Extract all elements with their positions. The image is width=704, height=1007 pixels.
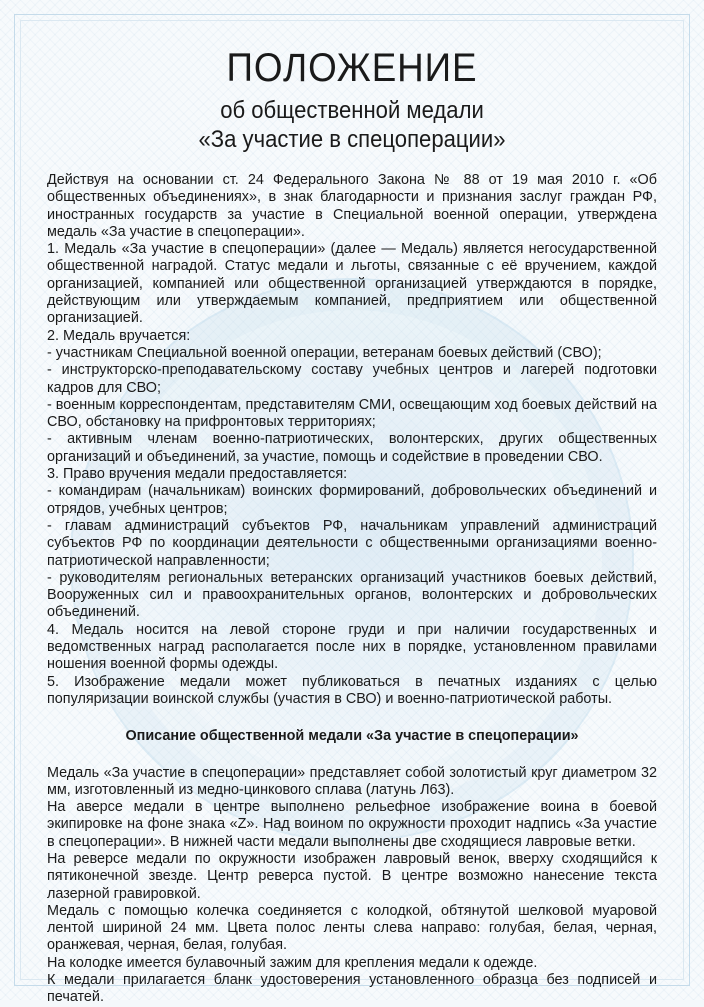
paragraph: - командирам (начальникам) воинских формирований, добровольческих объединений и отрядов, учебных центров; xyxy=(47,483,657,517)
document-body xyxy=(47,172,657,1007)
paragraph: - инструкторско-преподавательскому составу учебных центров и лагерей подготовки кадров для СВО; xyxy=(47,362,657,396)
description-paragraph: На колодке имеется булавочный зажим для крепления медали к одежде. xyxy=(47,954,538,971)
description-paragraph: На реверсе медали по окружности изображен лавровый венок, вверху сходящийся к пятиконечной звезде. Центр реверса пустой. В центре возможно нанесение текста лазерной гравировкой. xyxy=(47,850,657,902)
document-content xyxy=(47,44,657,1007)
paragraph: 2. Медаль вручается: xyxy=(47,327,191,344)
document-subtitle xyxy=(71,96,632,154)
subtitle-line-1: об общественной медали xyxy=(220,97,484,124)
paragraph: - военным корреспондентам, представителям СМИ, освещающим ход боевых действий на СВО, обстановку на прифронтовых территориях; xyxy=(47,396,657,431)
paragraph: 5. Изображение медали может публиковаться в печатных изданиях с целью популяризации воинской службы (участия в СВО) и военно-патриотической работы. xyxy=(47,673,657,707)
paragraph: Действуя на основании ст. 24 Федерального Закона № 88 от 19 мая 2010 г. «Об общественных объединениях», в знак благодарности и признания заслуг граждан РФ, иностранных государств за участие в Специальной военной операции, утверждена медаль «За участие в спецоперации». xyxy=(47,172,657,240)
paragraph: - главам администраций субъектов РФ, начальникам управлений администраций субъектов РФ по координации деятельности с общественными организациями военно-патриотической направленности; xyxy=(47,517,657,569)
description-paragraph: Медаль с помощью колечка соединяется с колодкой, обтянутой шелковой муаровой лентой шириной 24 мм. Цвета полос ленты слева направо: голубая, белая, черная, оранжевая, черная, белая, голубая. xyxy=(47,902,657,954)
description-paragraph: К медали прилагается бланк удостоверения установленного образца без подписей и печатей. xyxy=(47,972,657,1006)
paragraph: - активным членам военно-патриотических, волонтерских, других общественных организаций и объединений, за участие, помощь и содействие в проведении СВО. xyxy=(47,431,657,465)
paragraph: 4. Медаль носится на левой стороне груди и при наличии государственных и ведомственных наград располагается после них в порядке, установленном правилами ношения военной формы одежды. xyxy=(47,621,657,673)
paragraph: - участникам Специальной военной операции, ветеранам боевых действий (СВО); xyxy=(47,344,602,361)
description-heading: Описание общественной медали «За участие в спецоперации» xyxy=(125,728,579,745)
document-title: ПОЛОЖЕНИЕ xyxy=(226,46,478,90)
subtitle-line-2: «За участие в спецоперации» xyxy=(198,126,506,153)
description-paragraph: На аверсе медали в центре выполнено рельефное изображение воина в боевой экипировке на фоне знака «Z». Над воином по окружности проходит надпись «За участие в спецоперации». В нижней части медали выполнены две сходящиеся лавровые ветки. xyxy=(47,799,657,850)
paragraph: - руководителям региональных ветеранских организаций участников боевых действий, Вооруженных сил и правоохранительных органов, волонтерских и добровольческих объединений. xyxy=(47,569,657,621)
paragraph: 1. Медаль «За участие в спецоперации» (далее — Медаль) является негосударственной общественной наградой. Статус медали и льготы, связанные с её вручением, каждой организацией, компанией или общественной организацией утверждаются в порядке, действующим или утверждаемым компанией, предприятием или общественной организацией. xyxy=(47,241,657,327)
paragraph: 3. Право вручения медали предоставляется: xyxy=(47,466,348,483)
description-paragraph: Медаль «За участие в спецоперации» представляет собой золотистый круг диаметром 32 мм, изготовленный из медно-цинкового сплава (латунь Л63). xyxy=(47,764,657,798)
